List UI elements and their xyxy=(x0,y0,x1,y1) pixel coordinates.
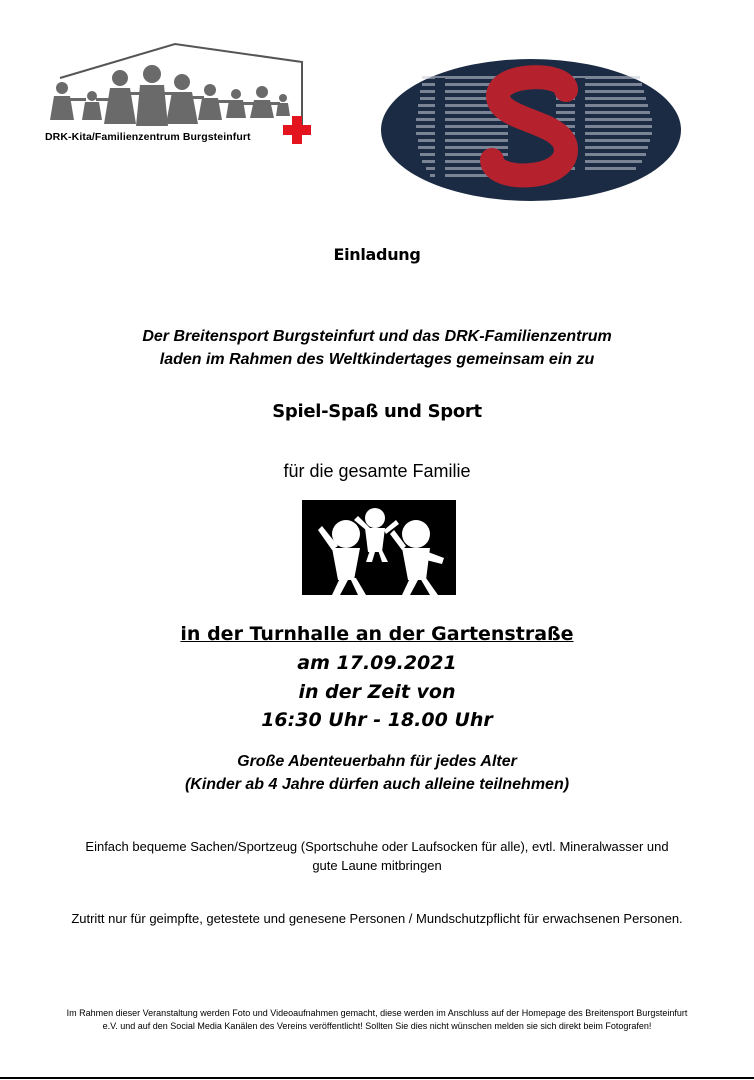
intro-line-1: Der Breitensport Burgsteinfurt und das DRK-Familienzentrum xyxy=(142,328,612,345)
adventure-line-1: Große Abenteuerbahn für jedes Alter xyxy=(237,753,517,770)
audience-line: für die gesamte Familie xyxy=(283,461,471,481)
access-note: Zutritt nur für geimpfte, getestete und genesene Personen / Mundschutzpflicht für erwachsenen Personen. xyxy=(71,911,683,926)
intro-line-2: laden im Rahmen des Weltkindertages gemeinsam ein zu xyxy=(159,351,595,368)
dancing-people-icon xyxy=(302,500,456,595)
footer-line-1: Im Rahmen dieser Veranstaltung werden Foto und Videoaufnahmen gemacht, diese werden im Anschluss auf der Homepage des Breitensport Burgsteinfurt xyxy=(66,1008,688,1018)
event-headline: Spiel-Spaß und Sport xyxy=(272,401,482,422)
invitation-heading: Einladung xyxy=(333,245,421,264)
event-time-label: in der Zeit von xyxy=(298,681,456,703)
bring-line-2: gute Laune mitbringen xyxy=(312,858,442,873)
red-cross-icon xyxy=(283,116,311,144)
page-bottom-rule xyxy=(0,1077,754,1079)
adventure-line-2: (Kinder ab 4 Jahre dürfen auch alleine teilnehmen) xyxy=(184,776,570,793)
bsb-logo xyxy=(380,58,682,203)
drk-logo xyxy=(40,38,330,148)
bsb-word-cloud-logo xyxy=(380,58,682,203)
event-location: in der Turnhalle an der Gartenstraße xyxy=(180,623,574,645)
event-time: 16:30 Uhr - 18.00 Uhr xyxy=(261,709,493,731)
drk-caption: DRK-Kita/Familienzentrum Burgsteinfurt xyxy=(45,131,251,143)
footer-line-2: e.V. und auf den Social Media Kanälen des Vereins veröffentlicht! Sollten Sie dies nicht wünschen melden sie sich direkt beim Fotografen! xyxy=(102,1021,652,1031)
bring-line-1: Einfach bequeme Sachen/Sportzeug (Sportschuhe oder Laufsocken für alle), evtl. Mineralwasser und xyxy=(85,839,669,854)
event-date: am 17.09.2021 xyxy=(297,652,457,674)
